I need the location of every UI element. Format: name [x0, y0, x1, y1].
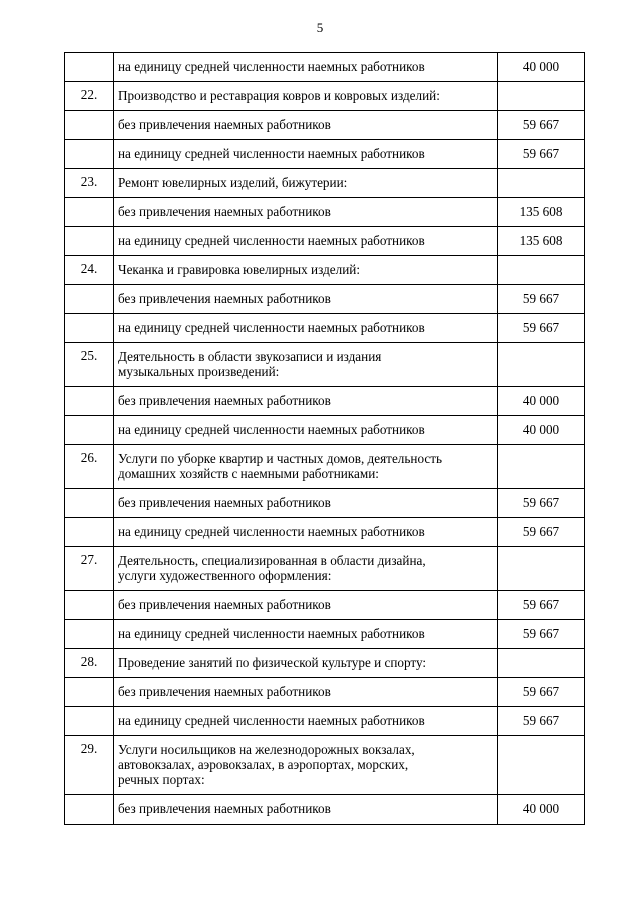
description-line: речных портах:: [118, 772, 205, 787]
table-row-category: [65, 445, 585, 489]
rates-table: [64, 52, 585, 825]
row-value-cell: 59 667: [498, 707, 585, 736]
row-description-cell: без привлечения наемных работников: [114, 489, 498, 518]
row-description-cell: [114, 343, 498, 387]
table-row: [65, 387, 585, 416]
row-number-cell: [65, 795, 114, 825]
description-line: Услуги носильщиков на железнодорожных вокзалах,: [118, 742, 415, 757]
row-description-cell: на единицу средней численности наемных работников: [114, 314, 498, 343]
table-row-category: [65, 169, 585, 198]
table-row-category: [65, 82, 585, 111]
description-line: услуги художественного оформления:: [118, 568, 332, 583]
row-number-cell: 25.: [65, 343, 114, 387]
row-value-cell: 40 000: [498, 795, 585, 825]
row-number-cell: [65, 387, 114, 416]
row-number-cell: 23.: [65, 169, 114, 198]
row-value-cell: 59 667: [498, 591, 585, 620]
row-value-cell: 40 000: [498, 416, 585, 445]
row-number-cell: 26.: [65, 445, 114, 489]
description-line: Деятельность в области звукозаписи и издания: [118, 349, 382, 364]
row-description-cell: на единицу средней численности наемных работников: [114, 620, 498, 649]
row-value-cell: [498, 343, 585, 387]
table-row-category: [65, 547, 585, 591]
row-number-cell: 28.: [65, 649, 114, 678]
table-row-category: [65, 649, 585, 678]
row-number-cell: [65, 314, 114, 343]
row-value-cell: 59 667: [498, 314, 585, 343]
row-value-cell: 59 667: [498, 285, 585, 314]
row-number-cell: 22.: [65, 82, 114, 111]
row-value-cell: [498, 547, 585, 591]
row-description-cell: [114, 736, 498, 795]
table-row: [65, 314, 585, 343]
row-value-cell: [498, 649, 585, 678]
table-row-category: [65, 256, 585, 285]
description-line: домашних хозяйств с наемными работниками:: [118, 466, 379, 481]
row-number-cell: [65, 489, 114, 518]
table-row: [65, 489, 585, 518]
row-number-cell: [65, 591, 114, 620]
row-description-cell: [114, 547, 498, 591]
row-number-cell: [65, 53, 114, 82]
row-value-cell: [498, 256, 585, 285]
row-description-cell: Чеканка и гравировка ювелирных изделий:: [114, 256, 498, 285]
table-row: [65, 707, 585, 736]
row-value-cell: [498, 169, 585, 198]
row-description-cell: без привлечения наемных работников: [114, 678, 498, 707]
row-value-cell: 59 667: [498, 489, 585, 518]
row-description-cell: на единицу средней численности наемных работников: [114, 53, 498, 82]
table-row: [65, 591, 585, 620]
row-description-cell: Ремонт ювелирных изделий, бижутерии:: [114, 169, 498, 198]
description-line: Услуги по уборке квартир и частных домов, деятельность: [118, 451, 443, 466]
table-row: [65, 416, 585, 445]
row-description-cell: Проведение занятий по физической культуре и спорту:: [114, 649, 498, 678]
row-description-cell: без привлечения наемных работников: [114, 111, 498, 140]
row-value-cell: [498, 445, 585, 489]
row-number-cell: [65, 620, 114, 649]
table-row: [65, 518, 585, 547]
row-description-cell: [114, 445, 498, 489]
table-row-category: [65, 736, 585, 795]
description-line: Деятельность, специализированная в области дизайна,: [118, 553, 426, 568]
row-description-cell: без привлечения наемных работников: [114, 591, 498, 620]
row-number-cell: [65, 285, 114, 314]
row-description-cell: на единицу средней численности наемных работников: [114, 518, 498, 547]
row-description-cell: на единицу средней численности наемных работников: [114, 140, 498, 169]
table-row: [65, 795, 585, 825]
row-value-cell: [498, 736, 585, 795]
row-number-cell: [65, 416, 114, 445]
row-description-cell: на единицу средней численности наемных работников: [114, 416, 498, 445]
table-row: [65, 198, 585, 227]
row-number-cell: 24.: [65, 256, 114, 285]
page-number: 5: [316, 20, 324, 35]
table-row: [65, 140, 585, 169]
row-description-cell: на единицу средней численности наемных работников: [114, 707, 498, 736]
row-value-cell: 59 667: [498, 678, 585, 707]
row-number-cell: 29.: [65, 736, 114, 795]
row-description-cell: без привлечения наемных работников: [114, 795, 498, 825]
row-number-cell: [65, 678, 114, 707]
row-value-cell: 40 000: [498, 387, 585, 416]
description-line: автовокзалах, аэровокзалах, в аэропортах, морских,: [118, 757, 409, 772]
table-row: [65, 111, 585, 140]
table-row: [65, 285, 585, 314]
row-number-cell: [65, 198, 114, 227]
table-row: [65, 678, 585, 707]
row-value-cell: 59 667: [498, 518, 585, 547]
row-description-cell: Производство и реставрация ковров и ковровых изделий:: [114, 82, 498, 111]
row-description-cell: на единицу средней численности наемных работников: [114, 227, 498, 256]
row-description-cell: без привлечения наемных работников: [114, 285, 498, 314]
row-number-cell: [65, 707, 114, 736]
row-description-cell: без привлечения наемных работников: [114, 198, 498, 227]
table-row: [65, 53, 585, 82]
row-number-cell: 27.: [65, 547, 114, 591]
row-number-cell: [65, 111, 114, 140]
row-value-cell: 59 667: [498, 620, 585, 649]
row-number-cell: [65, 518, 114, 547]
rates-table-body: [65, 53, 585, 825]
table-row-category: [65, 343, 585, 387]
row-value-cell: [498, 82, 585, 111]
row-number-cell: [65, 140, 114, 169]
row-value-cell: 59 667: [498, 140, 585, 169]
row-description-cell: без привлечения наемных работников: [114, 387, 498, 416]
row-value-cell: 135 608: [498, 227, 585, 256]
row-value-cell: 135 608: [498, 198, 585, 227]
row-value-cell: 40 000: [498, 53, 585, 82]
description-line: музыкальных произведений:: [118, 364, 280, 379]
table-row: [65, 227, 585, 256]
row-value-cell: 59 667: [498, 111, 585, 140]
table-row: [65, 620, 585, 649]
row-number-cell: [65, 227, 114, 256]
